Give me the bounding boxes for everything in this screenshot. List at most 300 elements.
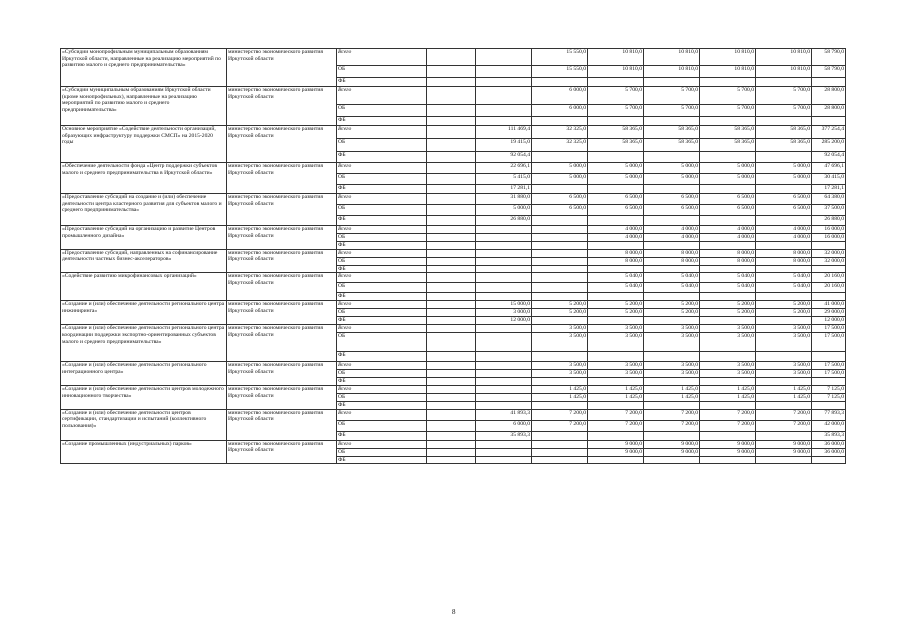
- amount-cell: [476, 393, 532, 401]
- total-cell: [812, 456, 846, 464]
- table-row: [61, 273, 846, 283]
- amount-cell: 5 000,0: [644, 174, 700, 185]
- amount-cell: 7 200,0: [700, 420, 756, 431]
- amount-cell: [427, 456, 476, 464]
- amount-cell: 3 500,0: [532, 370, 588, 378]
- amount-cell: [427, 185, 476, 194]
- amount-cell: [427, 117, 476, 126]
- amount-cell: [532, 265, 588, 273]
- total-cell: 35 893,3: [812, 431, 846, 440]
- amount-cell: [427, 309, 476, 317]
- amount-cell: 7 200,0: [756, 420, 812, 431]
- amount-cell: 5 000,0: [644, 163, 700, 174]
- amount-cell: [588, 265, 644, 273]
- amount-cell: [427, 126, 476, 139]
- measure-name: «Создание и (или) обеспечение деятельности центров сертификации, стандартизации и испытаний (коллективного пользования)»: [61, 409, 227, 440]
- amount-cell: 1 425,0: [700, 385, 756, 393]
- total-cell: 36 000,0: [812, 448, 846, 456]
- funding-source: ФБ: [337, 152, 427, 163]
- total-cell: 12 000,0: [812, 317, 846, 325]
- amount-cell: 10 810,0: [756, 66, 812, 78]
- amount-cell: 32 325,0: [532, 126, 588, 139]
- measure-name: «Создание и (или) обеспечение деятельности регионального интеграционного центра»: [61, 362, 227, 386]
- amount-cell: 7 200,0: [644, 420, 700, 431]
- budget-table-body: [61, 49, 846, 464]
- amount-cell: 15 550,0: [532, 49, 588, 66]
- amount-cell: 8 000,0: [700, 249, 756, 257]
- funding-source: Всего: [337, 163, 427, 174]
- funding-source: ОБ: [337, 205, 427, 216]
- amount-cell: 6 000,0: [532, 105, 588, 117]
- funding-source: ФБ: [337, 352, 427, 362]
- amount-cell: [532, 234, 588, 242]
- amount-cell: [644, 317, 700, 325]
- measure-name: «Создание и (или) обеспечение деятельности центров молодежного инновационного творчества»: [61, 385, 227, 409]
- amount-cell: 7 200,0: [532, 409, 588, 420]
- amount-cell: [427, 257, 476, 265]
- table-row: [61, 194, 846, 205]
- amount-cell: 58 365,0: [700, 126, 756, 139]
- amount-cell: [532, 378, 588, 386]
- amount-cell: [532, 78, 588, 87]
- amount-cell: [427, 401, 476, 409]
- funding-source: ОБ: [337, 333, 427, 352]
- funding-source: ФБ: [337, 378, 427, 386]
- amount-cell: 35 893,3: [476, 431, 532, 440]
- total-cell: 28 800,0: [812, 87, 846, 105]
- total-cell: [812, 242, 846, 250]
- funding-source: Всего: [337, 226, 427, 234]
- amount-cell: [644, 378, 700, 386]
- amount-cell: [700, 152, 756, 163]
- amount-cell: [427, 370, 476, 378]
- funding-source: ФБ: [337, 78, 427, 87]
- amount-cell: 6 500,0: [588, 194, 644, 205]
- amount-cell: [476, 370, 532, 378]
- funding-source: Всего: [337, 325, 427, 333]
- amount-cell: [427, 385, 476, 393]
- funding-source: ОБ: [337, 105, 427, 117]
- amount-cell: [476, 49, 532, 66]
- funding-source: ОБ: [337, 420, 427, 431]
- total-cell: 17 281,1: [812, 185, 846, 194]
- amount-cell: [532, 249, 588, 257]
- total-cell: 285 200,0: [812, 139, 846, 152]
- funding-source: ФБ: [337, 431, 427, 440]
- amount-cell: [588, 456, 644, 464]
- total-cell: [812, 78, 846, 87]
- total-cell: 20 160,0: [812, 273, 846, 283]
- amount-cell: [532, 283, 588, 293]
- amount-cell: 32 325,0: [532, 139, 588, 152]
- funding-source: Всего: [337, 126, 427, 139]
- amount-cell: 5 700,0: [700, 105, 756, 117]
- amount-cell: 4 000,0: [588, 226, 644, 234]
- amount-cell: [532, 226, 588, 234]
- total-cell: [812, 352, 846, 362]
- amount-cell: 8 000,0: [644, 249, 700, 257]
- amount-cell: [756, 265, 812, 273]
- amount-cell: [588, 78, 644, 87]
- amount-cell: [427, 194, 476, 205]
- amount-cell: 5 040,0: [700, 273, 756, 283]
- amount-cell: 58 365,0: [756, 139, 812, 152]
- amount-cell: 58 365,0: [756, 126, 812, 139]
- amount-cell: 1 425,0: [588, 393, 644, 401]
- amount-cell: [427, 420, 476, 431]
- amount-cell: 7 200,0: [588, 420, 644, 431]
- amount-cell: 5 040,0: [588, 283, 644, 293]
- amount-cell: 7 200,0: [644, 409, 700, 420]
- amount-cell: [476, 448, 532, 456]
- responsible-executor: министерство экономического развития Иркутской области: [227, 249, 337, 273]
- amount-cell: 3 500,0: [700, 325, 756, 333]
- total-cell: 32 000,0: [812, 249, 846, 257]
- amount-cell: [427, 378, 476, 386]
- amount-cell: 3 500,0: [700, 333, 756, 352]
- amount-cell: [476, 66, 532, 78]
- total-cell: [812, 293, 846, 301]
- funding-source: ФБ: [337, 317, 427, 325]
- amount-cell: 10 810,0: [700, 49, 756, 66]
- page-number: 8: [452, 608, 456, 616]
- amount-cell: [700, 216, 756, 226]
- funding-source: ОБ: [337, 448, 427, 456]
- amount-cell: [588, 352, 644, 362]
- amount-cell: 3 500,0: [588, 325, 644, 333]
- amount-cell: 5 700,0: [700, 87, 756, 105]
- amount-cell: [588, 378, 644, 386]
- amount-cell: [476, 401, 532, 409]
- amount-cell: [427, 249, 476, 257]
- amount-cell: 41 893,3: [476, 409, 532, 420]
- amount-cell: 5 200,0: [532, 301, 588, 309]
- amount-cell: 15 000,0: [476, 301, 532, 309]
- amount-cell: [700, 378, 756, 386]
- table-row: [61, 301, 846, 309]
- funding-source: ФБ: [337, 401, 427, 409]
- amount-cell: 5 000,0: [588, 163, 644, 174]
- amount-cell: [476, 352, 532, 362]
- total-cell: 77 893,3: [812, 409, 846, 420]
- funding-source: ОБ: [337, 370, 427, 378]
- amount-cell: [644, 456, 700, 464]
- total-cell: 92 054,4: [812, 152, 846, 163]
- responsible-executor: министерство экономического развития Иркутской области: [227, 385, 337, 409]
- amount-cell: [476, 293, 532, 301]
- table-row: [61, 325, 846, 333]
- amount-cell: [476, 362, 532, 370]
- measure-name: Основное мероприятие «Содействие деятельности организаций, образующих инфраструктуру поддержки СМСП» на 2015-2020 годы: [61, 126, 227, 163]
- total-cell: 17 500,0: [812, 325, 846, 333]
- amount-cell: [644, 185, 700, 194]
- amount-cell: [644, 216, 700, 226]
- amount-cell: [476, 265, 532, 273]
- amount-cell: 6 500,0: [644, 194, 700, 205]
- table-row: [61, 49, 846, 66]
- amount-cell: [532, 117, 588, 126]
- table-row: [61, 226, 846, 234]
- amount-cell: [532, 401, 588, 409]
- amount-cell: [644, 401, 700, 409]
- amount-cell: [532, 431, 588, 440]
- amount-cell: 1 425,0: [700, 393, 756, 401]
- amount-cell: 6 500,0: [532, 194, 588, 205]
- amount-cell: [532, 273, 588, 283]
- amount-cell: 8 000,0: [700, 257, 756, 265]
- amount-cell: 5 000,0: [700, 174, 756, 185]
- amount-cell: [644, 78, 700, 87]
- total-cell: 42 000,0: [812, 420, 846, 431]
- amount-cell: 5 000,0: [532, 174, 588, 185]
- amount-cell: [476, 378, 532, 386]
- amount-cell: 5 040,0: [588, 273, 644, 283]
- amount-cell: 6 500,0: [756, 194, 812, 205]
- amount-cell: 9 000,0: [644, 440, 700, 448]
- funding-source: ФБ: [337, 456, 427, 464]
- amount-cell: 10 810,0: [588, 66, 644, 78]
- responsible-executor: министерство экономического развития Иркутской области: [227, 87, 337, 126]
- funding-source: Всего: [337, 273, 427, 283]
- amount-cell: [427, 431, 476, 440]
- amount-cell: 3 500,0: [588, 333, 644, 352]
- amount-cell: [532, 216, 588, 226]
- amount-cell: [756, 117, 812, 126]
- amount-cell: [588, 242, 644, 250]
- amount-cell: [427, 273, 476, 283]
- amount-cell: [700, 78, 756, 87]
- amount-cell: 1 425,0: [588, 385, 644, 393]
- funding-source: Всего: [337, 385, 427, 393]
- amount-cell: [756, 352, 812, 362]
- amount-cell: 5 415,0: [476, 174, 532, 185]
- amount-cell: 5 700,0: [756, 87, 812, 105]
- responsible-executor: министерство экономического развития Иркутской области: [227, 273, 337, 301]
- amount-cell: [427, 163, 476, 174]
- total-cell: 7 125,0: [812, 393, 846, 401]
- amount-cell: 3 500,0: [588, 362, 644, 370]
- amount-cell: 5 200,0: [756, 309, 812, 317]
- amount-cell: [532, 352, 588, 362]
- amount-cell: [644, 431, 700, 440]
- amount-cell: 17 281,1: [476, 185, 532, 194]
- amount-cell: 3 500,0: [700, 362, 756, 370]
- funding-source: ОБ: [337, 139, 427, 152]
- measure-name: «Субсидии муниципальным образованиям Иркутской области (кроме монопрофильных), направленные на реализацию мероприятий по развитию малого и среднего предпринимательства»: [61, 87, 227, 126]
- table-row: [61, 163, 846, 174]
- amount-cell: 5 040,0: [700, 283, 756, 293]
- amount-cell: [588, 293, 644, 301]
- amount-cell: 9 000,0: [700, 440, 756, 448]
- funding-source: ФБ: [337, 185, 427, 194]
- amount-cell: 9 000,0: [756, 448, 812, 456]
- amount-cell: 9 000,0: [700, 448, 756, 456]
- amount-cell: [532, 448, 588, 456]
- amount-cell: [532, 185, 588, 194]
- table-row: [61, 249, 846, 257]
- amount-cell: 4 000,0: [756, 234, 812, 242]
- responsible-executor: министерство экономического развития Иркутской области: [227, 362, 337, 386]
- amount-cell: [700, 431, 756, 440]
- amount-cell: [476, 440, 532, 448]
- amount-cell: [476, 283, 532, 293]
- amount-cell: [700, 352, 756, 362]
- amount-cell: 5 040,0: [756, 283, 812, 293]
- total-cell: 16 000,0: [812, 234, 846, 242]
- amount-cell: 1 425,0: [532, 393, 588, 401]
- amount-cell: [427, 205, 476, 216]
- amount-cell: [756, 216, 812, 226]
- measure-name: «Субсидии монопрофильным муниципальным образованиям Иркутской области, направленные на реализацию мероприятий по развитию малого и среднего предпринимательства»: [61, 49, 227, 87]
- amount-cell: 3 500,0: [644, 333, 700, 352]
- responsible-executor: министерство экономического развития Иркутской области: [227, 409, 337, 440]
- total-cell: 32 000,0: [812, 257, 846, 265]
- amount-cell: [700, 293, 756, 301]
- amount-cell: [532, 456, 588, 464]
- amount-cell: [427, 242, 476, 250]
- amount-cell: 1 425,0: [644, 385, 700, 393]
- amount-cell: [476, 105, 532, 117]
- amount-cell: 10 810,0: [588, 49, 644, 66]
- amount-cell: 8 000,0: [588, 257, 644, 265]
- responsible-executor: министерство экономического развития Иркутской области: [227, 126, 337, 163]
- amount-cell: 3 000,0: [476, 309, 532, 317]
- amount-cell: [427, 362, 476, 370]
- table-row: [61, 440, 846, 448]
- amount-cell: [756, 185, 812, 194]
- total-cell: 29 000,0: [812, 309, 846, 317]
- amount-cell: [427, 333, 476, 352]
- amount-cell: [476, 325, 532, 333]
- amount-cell: [427, 226, 476, 234]
- responsible-executor: министерство экономического развития Иркутской области: [227, 440, 337, 464]
- amount-cell: 5 700,0: [644, 105, 700, 117]
- amount-cell: [756, 293, 812, 301]
- amount-cell: 4 000,0: [700, 234, 756, 242]
- funding-source: ОБ: [337, 234, 427, 242]
- amount-cell: 5 200,0: [700, 309, 756, 317]
- amount-cell: 9 000,0: [588, 440, 644, 448]
- funding-source: ФБ: [337, 216, 427, 226]
- amount-cell: [476, 456, 532, 464]
- amount-cell: 8 000,0: [644, 257, 700, 265]
- total-cell: 17 500,0: [812, 362, 846, 370]
- amount-cell: 5 200,0: [644, 309, 700, 317]
- amount-cell: 5 000,0: [476, 205, 532, 216]
- amount-cell: 3 500,0: [756, 325, 812, 333]
- amount-cell: [588, 185, 644, 194]
- budget-table: [60, 48, 846, 464]
- amount-cell: 5 200,0: [644, 301, 700, 309]
- total-cell: 64 380,0: [812, 194, 846, 205]
- amount-cell: 58 365,0: [644, 139, 700, 152]
- amount-cell: 1 425,0: [756, 393, 812, 401]
- amount-cell: [756, 78, 812, 87]
- amount-cell: [644, 265, 700, 273]
- measure-name: «Создание промышленных (индустриальных) парков»: [61, 440, 227, 464]
- amount-cell: [588, 401, 644, 409]
- funding-source: Всего: [337, 409, 427, 420]
- amount-cell: 7 200,0: [700, 409, 756, 420]
- funding-source: ОБ: [337, 174, 427, 185]
- amount-cell: 4 000,0: [588, 234, 644, 242]
- responsible-executor: министерство экономического развития Иркутской области: [227, 325, 337, 362]
- amount-cell: [588, 317, 644, 325]
- amount-cell: 10 810,0: [644, 66, 700, 78]
- responsible-executor: министерство экономического развития Иркутской области: [227, 49, 337, 87]
- amount-cell: 111 469,4: [476, 126, 532, 139]
- amount-cell: [427, 317, 476, 325]
- funding-source: Всего: [337, 301, 427, 309]
- funding-source: ФБ: [337, 265, 427, 273]
- amount-cell: [532, 317, 588, 325]
- funding-source: ОБ: [337, 393, 427, 401]
- responsible-executor: министерство экономического развития Иркутской области: [227, 226, 337, 250]
- funding-source: ОБ: [337, 66, 427, 78]
- amount-cell: 92 054,4: [476, 152, 532, 163]
- amount-cell: 5 200,0: [700, 301, 756, 309]
- amount-cell: [588, 117, 644, 126]
- amount-cell: 8 000,0: [756, 257, 812, 265]
- total-cell: [812, 265, 846, 273]
- total-cell: 7 125,0: [812, 385, 846, 393]
- amount-cell: [532, 242, 588, 250]
- responsible-executor: министерство экономического развития Иркутской области: [227, 194, 337, 226]
- amount-cell: 6 000,0: [476, 420, 532, 431]
- amount-cell: 7 200,0: [756, 409, 812, 420]
- amount-cell: 6 500,0: [532, 205, 588, 216]
- amount-cell: [588, 216, 644, 226]
- amount-cell: 5 200,0: [532, 309, 588, 317]
- amount-cell: 5 000,0: [588, 174, 644, 185]
- amount-cell: 6 500,0: [700, 194, 756, 205]
- amount-cell: 3 500,0: [700, 370, 756, 378]
- amount-cell: 1 425,0: [644, 393, 700, 401]
- funding-source: ОБ: [337, 257, 427, 265]
- amount-cell: 5 200,0: [756, 301, 812, 309]
- total-cell: 28 800,0: [812, 105, 846, 117]
- amount-cell: [476, 234, 532, 242]
- amount-cell: 5 700,0: [588, 87, 644, 105]
- amount-cell: [427, 293, 476, 301]
- amount-cell: [427, 301, 476, 309]
- amount-cell: [644, 117, 700, 126]
- amount-cell: 6 500,0: [700, 205, 756, 216]
- measure-name: «Предоставление субсидий на создание и (или) обеспечение деятельности центра кластерного развития для субъектов малого и среднего предпринимательства»: [61, 194, 227, 226]
- amount-cell: 19 415,0: [476, 139, 532, 152]
- total-cell: 17 500,0: [812, 370, 846, 378]
- table-row: [61, 362, 846, 370]
- amount-cell: [427, 216, 476, 226]
- amount-cell: 5 000,0: [700, 163, 756, 174]
- table-row: [61, 409, 846, 420]
- amount-cell: [427, 87, 476, 105]
- amount-cell: [427, 49, 476, 66]
- funding-source: Всего: [337, 362, 427, 370]
- total-cell: 377 254,4: [812, 126, 846, 139]
- funding-source: ФБ: [337, 242, 427, 250]
- amount-cell: [476, 226, 532, 234]
- amount-cell: 5 200,0: [588, 309, 644, 317]
- table-row: [61, 385, 846, 393]
- total-cell: 26 880,0: [812, 216, 846, 226]
- measure-name: «Предоставление субсидий, направленных на софинансирование деятельности частных бизнес-акселераторов»: [61, 249, 227, 273]
- total-cell: 58 790,0: [812, 66, 846, 78]
- total-cell: 16 000,0: [812, 226, 846, 234]
- amount-cell: [700, 242, 756, 250]
- table-row: [61, 87, 846, 105]
- amount-cell: 6 500,0: [588, 205, 644, 216]
